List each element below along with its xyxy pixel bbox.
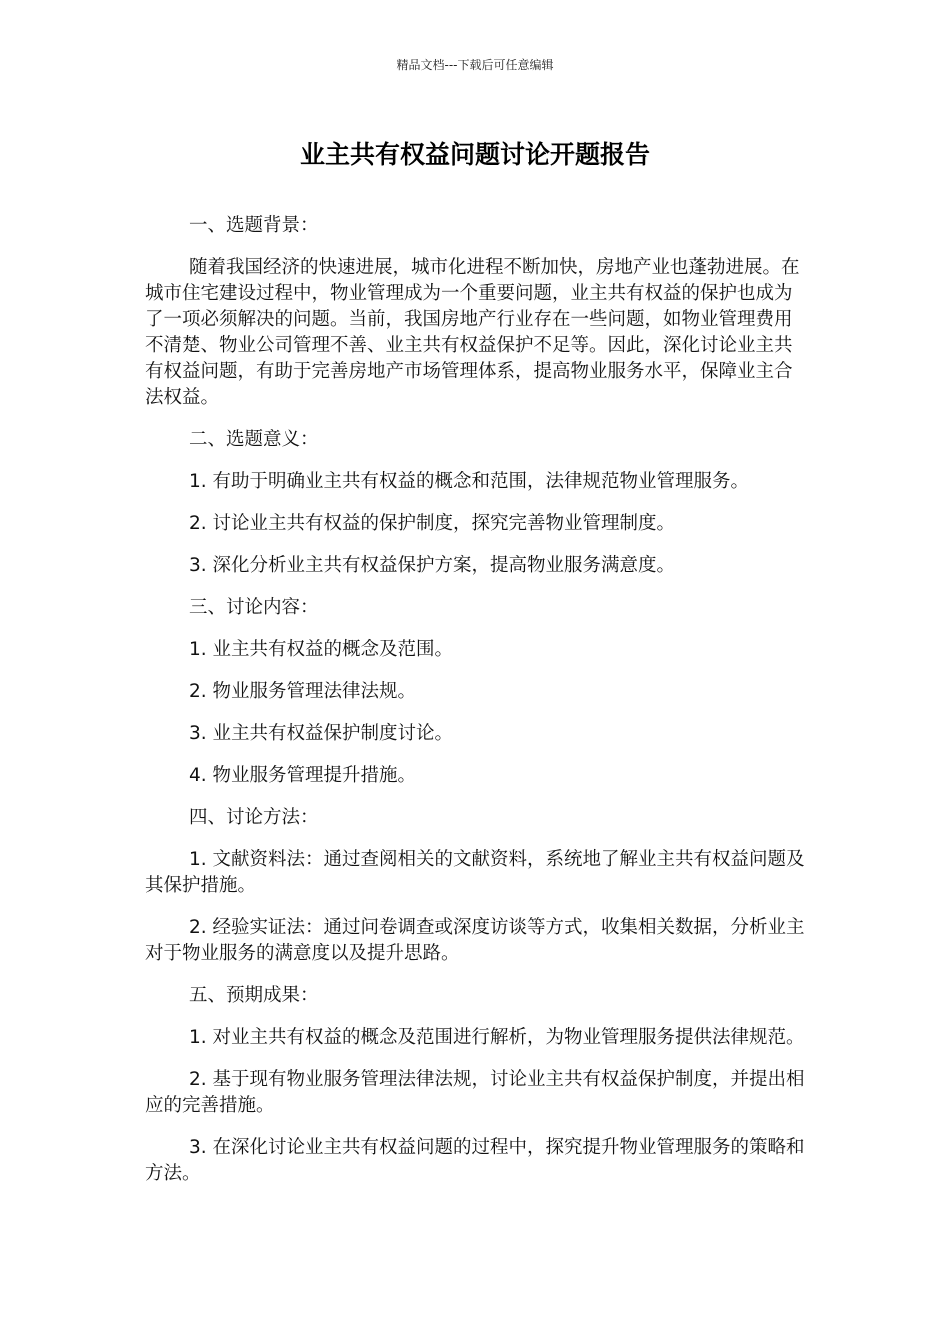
content-item-2: 2. 物业服务管理法律法规。 [189, 681, 417, 702]
section-heading-significance: 二、选题意义： [189, 429, 319, 450]
content-item-3: 3. 业主共有权益保护制度讨论。 [189, 723, 454, 744]
outcomes-item-2: 2. 基于现有物业服务管理法律法规，讨论业主共有权益保护制度，并提出相应的完善措施。 [145, 1069, 805, 1116]
outcomes-item-1: 1. 对业主共有权益的概念及范围进行解析，为物业管理服务提供法律规范。 [189, 1027, 805, 1048]
significance-item-2: 2. 讨论业主共有权益的保护制度，探究完善物业管理制度。 [189, 513, 676, 534]
significance-item-3: 3. 深化分析业主共有权益保护方案，提高物业服务满意度。 [189, 555, 676, 576]
section-heading-content: 三、讨论内容： [189, 597, 319, 618]
section-heading-background: 一、选题背景： [189, 215, 319, 236]
document-title: 业主共有权益问题讨论开题报告 [299, 140, 650, 169]
content-item-1: 1. 业主共有权益的概念及范围。 [189, 639, 454, 660]
content-item-4: 4. 物业服务管理提升措施。 [189, 765, 417, 786]
significance-item-1: 1. 有助于明确业主共有权益的概念和范围，法律规范物业管理服务。 [189, 471, 750, 492]
outcomes-item-3: 3. 在深化讨论业主共有权益问题的过程中，探究提升物业管理服务的策略和方法。 [145, 1137, 805, 1184]
header-note: 精品文档---下载后可任意编辑 [396, 58, 554, 72]
document-body [145, 213, 805, 1203]
background-paragraph: 随着我国经济的快速进展，城市化进程不断加快，房地产业也蓬勃进展。在城市住宅建设过程中，物业管理成为一个重要问题，业主共有权益的保护也成为了一项必须解决的问题。当前，我国房地产行业存在一些问题，如物业管理费用不清楚、物业公司管理不善、业主共有权益保护不足等。因此，深化讨论业主共有权益问题，有助于完善房地产市场管理体系，提高物业服务水平，保障业主合法权益。 [145, 257, 800, 408]
methods-item-2: 2. 经验实证法：通过问卷调查或深度访谈等方式，收集相关数据，分析业主对于物业服务的满意度以及提升思路。 [145, 917, 805, 964]
methods-item-1: 1. 文献资料法：通过查阅相关的文献资料，系统地了解业主共有权益问题及其保护措施。 [145, 849, 805, 896]
section-heading-outcomes: 五、预期成果： [189, 985, 319, 1006]
section-heading-methods: 四、讨论方法： [189, 807, 319, 828]
